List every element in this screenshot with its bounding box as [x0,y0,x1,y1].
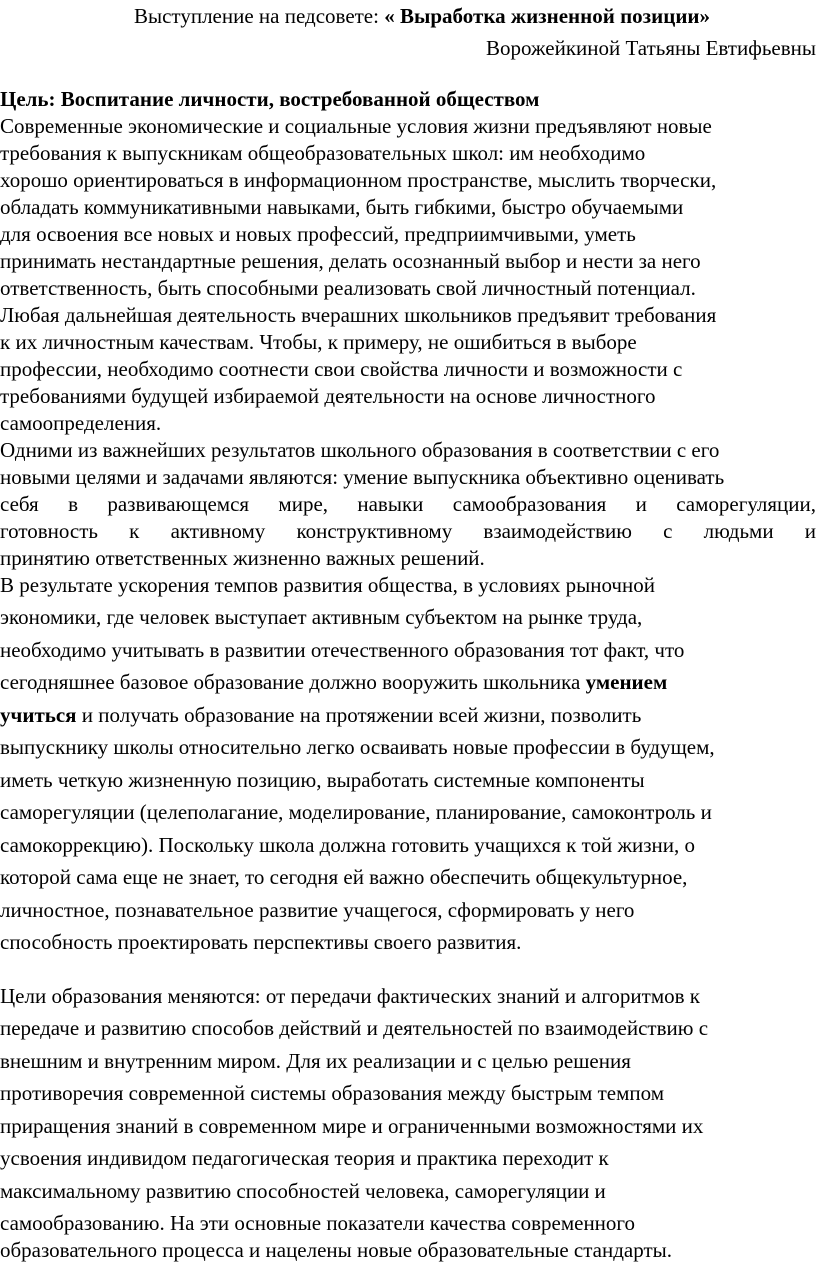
paragraph-1-line: требованиями будущей избираемой деятельности на основе личностного [0,384,656,408]
paragraph-3-line: самокоррекцию). Поскольку школа должна готовить учащихся к той жизни, о [0,833,696,857]
paragraph-2-line: Одними из важнейших результатов школьного образования в соответствии с его [0,438,720,462]
paragraph-2-line: новыми целями и задачами являются: умение выпускника объективно оценивать [0,465,725,489]
paragraph-1-line: самоопределения. [0,411,162,435]
paragraph-4-line: усвоения индивидом педагогическая теория и практика переходит к [0,1146,609,1170]
paragraph-2-line-text: готовность к активному конструктивному взаимодействию с людьми и [0,519,816,543]
paragraph-1-line: принимать нестандартные решения, делать осознанный выбор и нести за него [0,249,701,273]
paragraph-3-line: необходимо учитывать в развитии отечественного образования тот факт, что [0,638,685,662]
paragraph-1-line: требования к выпускникам общеобразовательных школ: им необходимо [0,141,646,165]
paragraph-3-line: саморегуляции (целеполагание, моделирование, планирование, самоконтроль и [0,800,712,824]
paragraph-1-line: профессии, необходимо соотнести свои свойства личности и возможности с [0,357,683,381]
paragraph-2-line-text: себя в развивающемся мире, навыки самообразования и саморегуляции, [0,492,816,516]
paragraph-4-line: внешним и внутренним миром. Для их реализации и с целью решения [0,1049,631,1073]
paragraph-1-line: хорошо ориентироваться в информационном пространстве, мыслить творчески, [0,168,717,192]
paragraph-3-line: экономики, где человек выступает активным субъектом на рынке труда, [0,605,643,629]
paragraph-3-line [0,705,641,726]
paragraph-4-line: противоречия современной системы образования между быстрым темпом [0,1081,665,1105]
paragraph-4-line: приращения знаний в современном мире и ограниченными возможностями их [0,1114,704,1138]
paragraph-3-line: способность проектировать перспективы своего развития. [0,930,522,954]
paragraph-4-line: передаче и развитию способов действий и деятельностей по взаимодействию с [0,1016,709,1040]
paragraph-3-line: выпускнику школы относительно легко осваивать новые профессии в будущем, [0,735,715,759]
author-line: Ворожейкиной Татьяны Евтифьевны [486,36,816,60]
paragraph-1-line: обладать коммуникативными навыками, быть гибкими, быстро обучаемыми [0,195,684,219]
paragraph-3-line: В результате ускорения темпов развития общества, в условиях рыночной [0,573,655,597]
paragraph-3-line: иметь четкую жизненную позицию, выработать системные компоненты [0,768,645,792]
paragraph-1-line: к их личностным качествам. Чтобы, к примеру, не ошибиться в выборе [0,330,637,354]
paragraph-2-line [0,494,816,515]
paragraph-4-line: максимальному развитию способностей человека, саморегуляции и [0,1179,606,1203]
speech-title-line [134,6,710,27]
emphasis-text: учиться [0,703,77,727]
paragraph-1-line: ответственность, быть способными реализовать свой личностный потенциал. [0,276,696,300]
emphasis-text: умением [585,670,668,694]
paragraph-2-line: принятию ответственных жизненно важных решений. [0,546,485,570]
speech-prefix: Выступление на педсовете: [134,4,385,28]
paragraph-1-line: Любая дальнейшая деятельность вчерашних школьников предъявит требования [0,303,717,327]
paragraph-4-line: образовательного процесса и нацелены новые образовательные стандарты. [0,1238,672,1262]
paragraph-3-line [0,672,667,693]
paragraph-1-line: для освоения все новых и новых профессий, предприимчивыми, уметь [0,222,636,246]
paragraph-4-line: Цели образования меняются: от передачи фактических знаний и алгоритмов к [0,984,701,1008]
paragraph-1-line: Современные экономические и социальные условия жизни предъявляют новые [0,114,712,138]
paragraph-3-line: личностное, познавательное развитие учащегося, сформировать у него [0,898,635,922]
paragraph-3-line: которой сама еще не знает, то сегодня ей важно обеспечить общекультурное, [0,865,688,889]
paragraph-3-text: и получать образование на протяжении всей жизни, позволить [76,703,642,727]
paragraph-3-text: сегодняшнее базовое образование должно вооружить школьника [0,670,586,694]
speech-title: « Выработка жизненной позиции» [384,4,711,28]
paragraph-2-line [0,521,816,542]
goal-heading: Цель: Воспитание личности, востребованной обществом [0,87,540,111]
paragraph-4-line: самообразованию. На эти основные показатели качества современного [0,1211,636,1235]
